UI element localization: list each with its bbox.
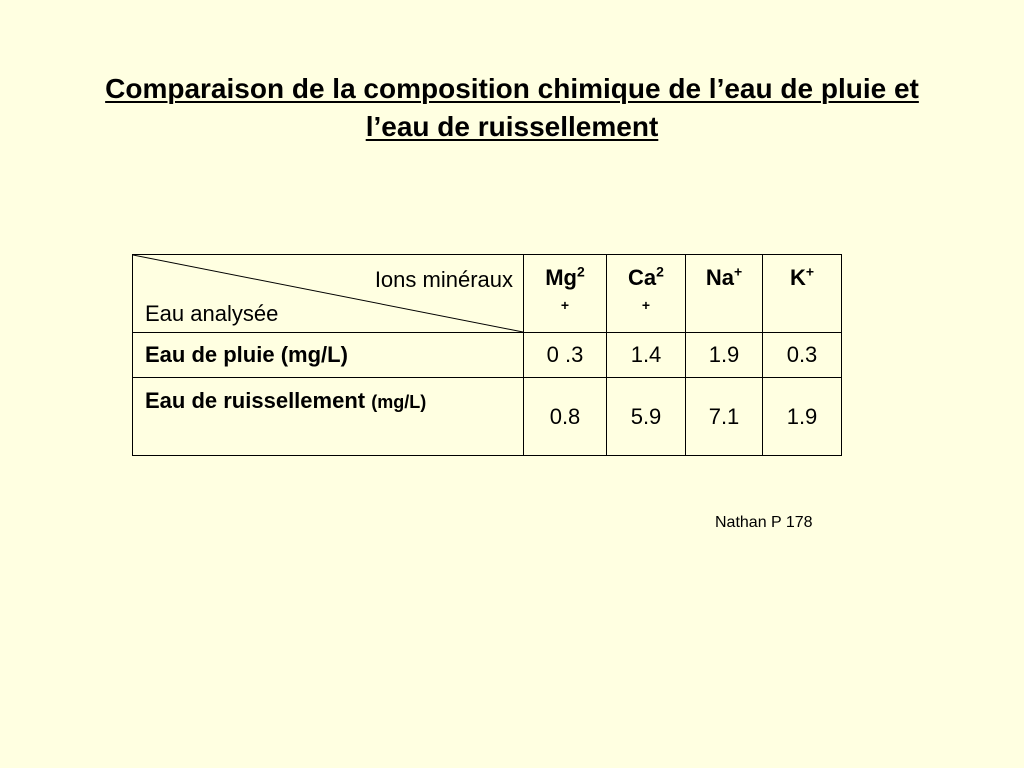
header-ca <box>607 255 686 333</box>
header-na <box>686 255 763 333</box>
table-cell: 0.8 <box>524 378 607 456</box>
ion-superscript: 2 <box>656 263 664 280</box>
ion-symbol: K <box>789 265 806 290</box>
table-cell: 1.9 <box>763 378 842 456</box>
row-label-pluie <box>133 333 524 378</box>
row-label-ruissellement <box>133 378 524 456</box>
corner-label-ions: Ions minéraux <box>374 267 513 292</box>
source-citation: Nathan P 178 <box>715 514 813 531</box>
ion-superscript: 2 <box>576 263 585 280</box>
table-cell: 5.9 <box>607 378 686 456</box>
table-header-row <box>133 255 842 333</box>
corner-header-cell <box>133 255 524 333</box>
table-cell: 1.4 <box>607 333 686 378</box>
page-title <box>0 70 1024 146</box>
table-cell: 7.1 <box>686 378 763 456</box>
ion-charge: + <box>641 297 651 313</box>
header-mg <box>524 255 607 333</box>
title-line-2: l’eau de ruissellement <box>365 111 659 142</box>
ion-symbol: Mg <box>545 265 577 290</box>
ion-symbol: Ca <box>628 265 657 290</box>
table-cell: 1.9 <box>686 333 763 378</box>
header-k <box>763 255 842 333</box>
title-line-1: Comparaison de la composition chimique de l’eau de pluie et <box>105 73 919 104</box>
row-label-text: Eau de ruissellement <box>145 388 366 413</box>
table-cell: 0 .3 <box>524 333 607 378</box>
ion-superscript: + <box>733 263 743 280</box>
table-row <box>133 333 842 378</box>
composition-table <box>132 254 842 456</box>
ion-charge: + <box>560 297 570 313</box>
row-label-unit: (mg/L) <box>371 392 427 412</box>
table-cell: 0.3 <box>763 333 842 378</box>
ion-superscript: + <box>805 263 815 280</box>
corner-label-eau: Eau analysée <box>145 301 279 326</box>
table-row <box>133 378 842 456</box>
row-label-text: Eau de pluie (mg/L) <box>145 342 348 367</box>
ion-symbol: Na <box>705 265 734 290</box>
